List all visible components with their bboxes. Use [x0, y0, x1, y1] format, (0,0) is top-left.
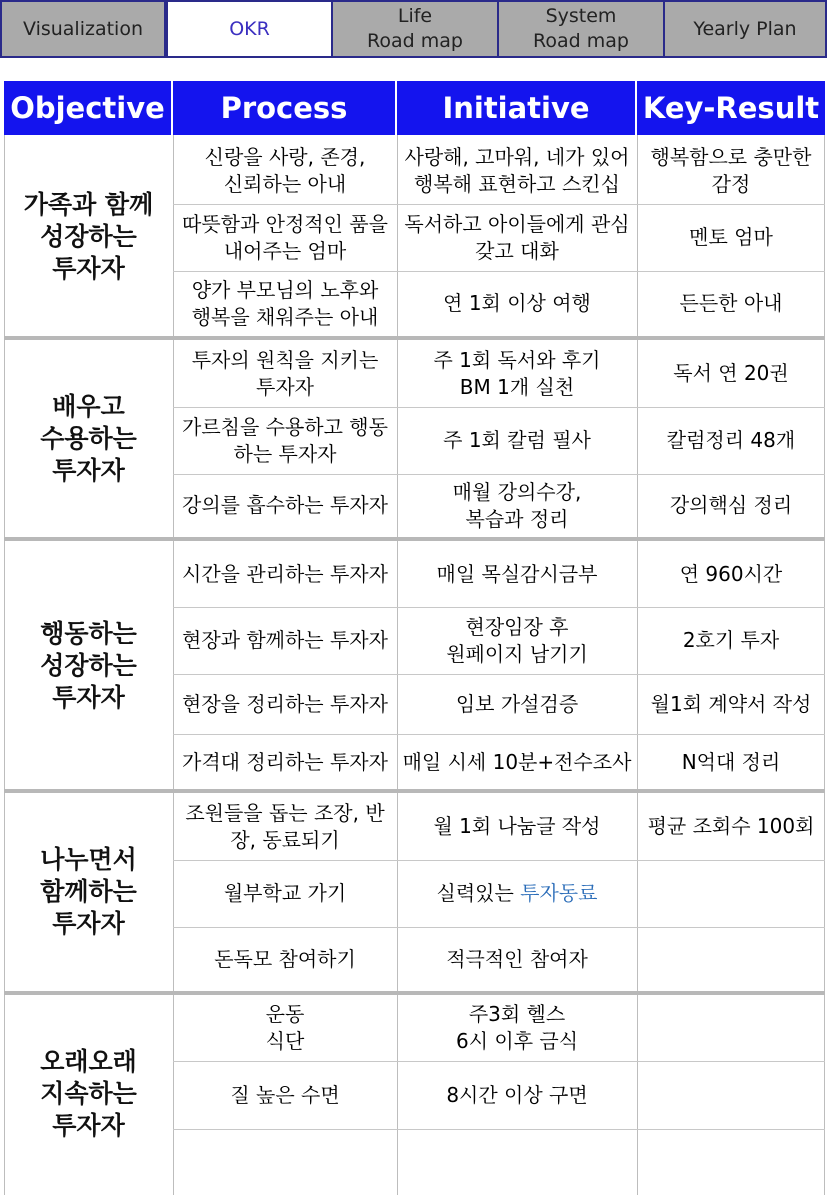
initiative-cell: [397, 137, 637, 204]
key-result-cell: [637, 1129, 825, 1193]
key-result-cell: [637, 927, 825, 991]
key-result-cell: [637, 204, 825, 271]
cell-text-line: 투자자: [52, 683, 125, 712]
cell-text-line: 연 1회 이상 여행: [443, 291, 591, 315]
initiative-cell: [397, 204, 637, 271]
initiative-cell: [397, 927, 637, 991]
cell-text-line: 가격대 정리하는 투자자: [182, 750, 388, 774]
tab-system-road-map[interactable]: [497, 0, 665, 58]
process-cell: [173, 607, 397, 674]
key-result-cell: [637, 674, 825, 734]
cell-text-line: 6시 이후 금식: [455, 1029, 579, 1053]
cell-text-line: 배우고: [52, 391, 125, 421]
cell-text-line: 매일 시세 10분+전수조사: [402, 750, 632, 774]
cell-text-line: 가족과 함께: [23, 189, 154, 219]
process-cell: [173, 407, 397, 474]
cell-text-line: 투자자: [52, 1111, 125, 1140]
cell-text-line: 연 960시간: [679, 561, 783, 586]
cell-text-line: 함께하는: [40, 877, 137, 906]
header-initiative: Initiative: [397, 81, 637, 135]
cell-text-line: 월부학교 가기: [223, 881, 347, 905]
highlighted-text: 투자동료: [520, 881, 598, 905]
tab-label: OKR: [229, 17, 270, 40]
initiative-cell: [397, 995, 637, 1061]
process-cell: [173, 860, 397, 927]
key-result-cell: [637, 607, 825, 674]
objective-cell: [4, 995, 173, 1193]
cell-text-line: 투자의 원칙을 지키는: [191, 347, 379, 372]
process-cell: [173, 927, 397, 991]
initiative-cell: [397, 271, 637, 336]
cell-text-line: 지속하는: [40, 1079, 137, 1108]
cell-text-line: 독서 연 20권: [673, 361, 789, 385]
key-result-cell: [637, 1061, 825, 1129]
cell-text-line: 매월 강의수강,: [452, 479, 582, 504]
key-result-cell: [637, 271, 825, 336]
initiative-cell: [397, 541, 637, 607]
tab-okr[interactable]: [166, 0, 333, 58]
cell-text-line: 주 1회 독서와 후기: [433, 347, 601, 372]
cell-text-line: 주 1회 칼럼 필사: [443, 428, 591, 452]
key-result-cell: [637, 474, 825, 537]
header-objective: Objective: [4, 81, 173, 135]
process-cell: [173, 204, 397, 271]
initiative-cell: [397, 607, 637, 674]
cell-text-line: 신뢰하는 아내: [223, 171, 347, 196]
header-process: Process: [173, 81, 397, 135]
cell-text-line: 현장과 함께하는 투자자: [182, 628, 388, 652]
tab-label: Road map: [533, 30, 629, 52]
cell-text-line: 갖고 대화: [475, 238, 559, 263]
objective-cell: [4, 793, 173, 991]
cell-text-line: 강의를 흡수하는 투자자: [182, 493, 388, 517]
key-result-cell: [637, 407, 825, 474]
cell-text-line: 8시간 이상 구면: [446, 1082, 588, 1107]
cell-text-line: 식단: [265, 1029, 305, 1053]
cell-text-line: 원페이지 남기기: [446, 641, 588, 666]
cell-text-line: 나누면서: [40, 845, 137, 874]
cell-text-line: 시간을 관리하는 투자자: [182, 561, 388, 586]
tab-bar: [0, 0, 827, 60]
cell-text-line: 장, 동료되기: [230, 827, 340, 852]
key-result-cell: [637, 734, 825, 791]
objective-cell: [4, 541, 173, 791]
process-cell: [173, 474, 397, 537]
cell-text-line: 행복함으로 충만한: [650, 144, 812, 169]
cell-text-line: [437, 880, 598, 907]
cell-text-line: 멘토 엄마: [689, 225, 773, 249]
objective-cell: [4, 137, 173, 336]
key-result-cell: [637, 541, 825, 607]
cell-text-line: BM 1개 실천: [459, 374, 575, 399]
cell-text-line: 현장을 정리하는 투자자: [182, 691, 388, 716]
process-cell: [173, 674, 397, 734]
cell-text-line: 투자자: [52, 455, 125, 485]
cell-text-line: 독서하고 아이들에게 관심: [404, 211, 630, 236]
cell-text-line: 따뜻함과 안정적인 품을: [182, 211, 388, 236]
process-cell: [173, 271, 397, 336]
cell-text-line: 오래오래: [40, 1047, 137, 1076]
initiative-cell: [397, 407, 637, 474]
header-key-result: Key-Result: [637, 81, 825, 135]
initiative-cell: [397, 1129, 637, 1193]
process-cell: [173, 1061, 397, 1129]
cell-text: 실력있는: [436, 881, 521, 905]
cell-text-line: 주3회 헬스: [468, 1002, 566, 1026]
cell-text-line: 평균 조회수 100회: [647, 814, 815, 838]
cell-text-line: 든든한 아내: [679, 291, 783, 315]
initiative-cell: [397, 674, 637, 734]
tab-visualization[interactable]: [0, 0, 166, 58]
tab-label: Yearly Plan: [693, 17, 797, 40]
process-cell: [173, 137, 397, 204]
cell-text-line: 돈독모 참여하기: [214, 946, 356, 971]
cell-text-line: 현장임장 후: [465, 614, 569, 639]
process-cell: [173, 793, 397, 860]
cell-text-line: 조원들을 돕는 조장, 반: [185, 800, 385, 825]
process-cell: [173, 734, 397, 791]
tab-label: Life: [397, 5, 433, 27]
cell-text-line: 행복해 표현하고 스킨십: [414, 171, 620, 196]
cell-text-line: 강의핵심 정리: [669, 493, 793, 517]
key-result-cell: [637, 793, 825, 860]
initiative-cell: [397, 340, 637, 407]
key-result-cell: [637, 995, 825, 1061]
cell-text-line: 투자자: [256, 374, 314, 399]
cell-text-line: 투자자: [52, 253, 125, 283]
cell-text-line: 감정: [711, 171, 751, 196]
process-cell: [173, 995, 397, 1061]
key-result-cell: [637, 860, 825, 927]
tab-yearly-plan[interactable]: [663, 0, 827, 58]
initiative-cell: [397, 734, 637, 791]
cell-text-line: 내어주는 엄마: [223, 238, 347, 263]
initiative-cell: [397, 1061, 637, 1129]
cell-text-line: 성장하는: [40, 221, 137, 251]
cell-text-line: 월1회 계약서 작성: [650, 691, 812, 716]
cell-text-line: 월 1회 나눔글 작성: [433, 814, 601, 838]
cell-text-line: 신랑을 사랑, 존경,: [204, 144, 366, 169]
cell-text-line: 임보 가설검증: [455, 691, 579, 716]
initiative-cell: [397, 474, 637, 537]
cell-text-line: 칼럼정리 48개: [666, 428, 796, 452]
cell-text-line: 복습과 정리: [465, 506, 569, 531]
cell-text-line: 성장하는: [40, 651, 137, 680]
cell-text-line: 행복을 채워주는 아내: [191, 304, 379, 329]
process-cell: [173, 541, 397, 607]
cell-text-line: 가르침을 수용하고 행동: [182, 414, 388, 439]
cell-text-line: 수용하는: [40, 423, 137, 453]
cell-text-line: 2호기 투자: [682, 628, 780, 652]
cell-text-line: 하는 투자자: [233, 441, 337, 466]
tab-label: System: [545, 5, 617, 27]
key-result-cell: [637, 137, 825, 204]
cell-text-line: 질 높은 수면: [230, 1082, 340, 1107]
process-cell: [173, 1129, 397, 1193]
process-cell: [173, 340, 397, 407]
key-result-cell: [637, 340, 825, 407]
tab-label: Road map: [367, 30, 463, 52]
okr-table: [4, 81, 825, 1195]
objective-cell: [4, 340, 173, 537]
cell-text-line: 매일 목실감시금부: [436, 561, 598, 586]
cell-text-line: 적극적인 참여자: [446, 946, 588, 971]
initiative-cell: [397, 860, 637, 927]
tab-label: Visualization: [22, 17, 143, 40]
cell-text-line: 양가 부모님의 노후와: [191, 277, 379, 302]
tab-life-road-map[interactable]: [331, 0, 499, 58]
cell-text-line: N억대 정리: [681, 750, 781, 774]
cell-text-line: 행동하는: [40, 619, 137, 648]
cell-text-line: 사랑해, 고마워, 네가 있어: [404, 144, 630, 169]
initiative-cell: [397, 793, 637, 860]
cell-text-line: 운동: [265, 1002, 305, 1026]
cell-text-line: 투자자: [52, 909, 125, 938]
